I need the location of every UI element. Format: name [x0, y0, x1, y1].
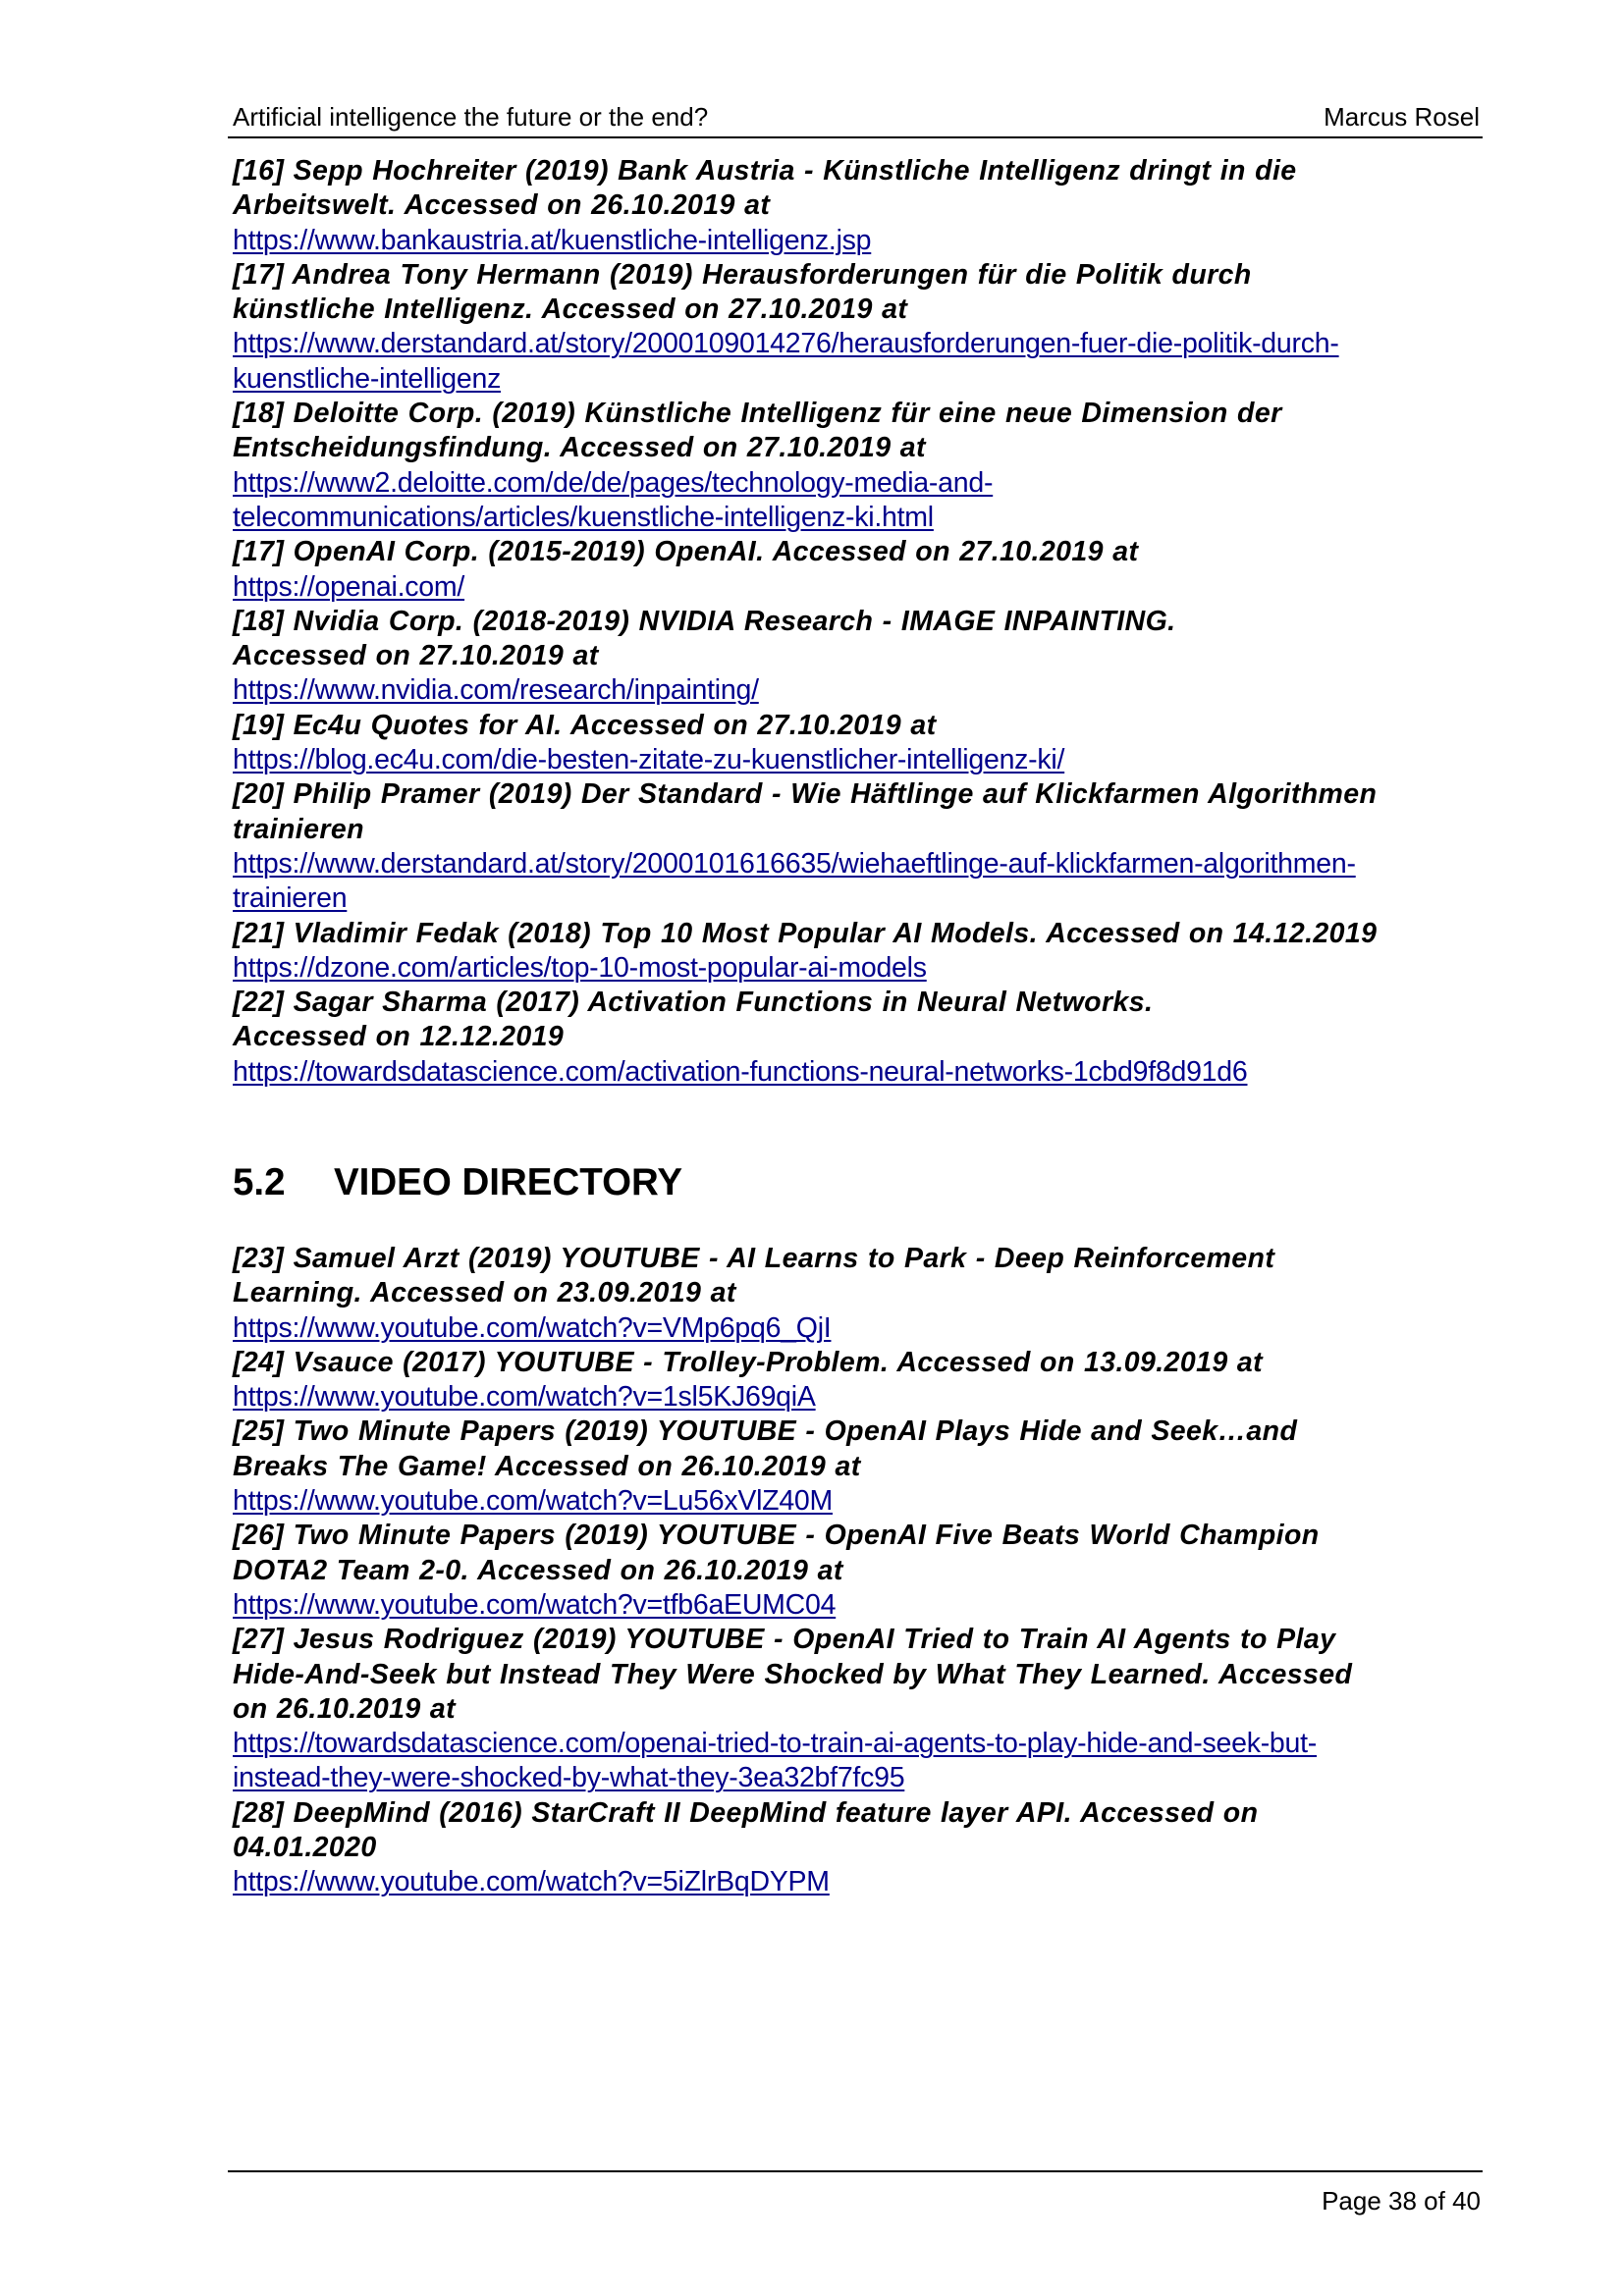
reference-citation-line: Hide-And-Seek but Instead They Were Shocked by What They Learned. Accessed — [233, 1658, 1353, 1690]
reference-link[interactable]: https://www.youtube.com/watch?v=Lu56xVlZ40M — [233, 1485, 834, 1518]
reference-entry — [233, 605, 1509, 709]
reference-entry — [233, 1415, 1509, 1519]
header-divider — [228, 136, 1483, 138]
reference-citation-line: [27] Jesus Rodriguez (2019) YOUTUBE - OpenAI Tried to Train AI Agents to Play — [233, 1624, 1336, 1656]
reference-entry — [233, 1796, 1509, 1900]
reference-link[interactable]: https://towardsdatascience.com/activation-functions-neural-networks-1cbd9f8d91d6 — [233, 1055, 1248, 1088]
video-reference-list — [233, 1242, 1509, 1900]
reference-entry — [233, 1346, 1509, 1415]
reference-citation-line: [26] Two Minute Papers (2019) YOUTUBE - OpenAI Five Beats World Champion — [233, 1520, 1320, 1552]
section-number: 5.2 — [233, 1161, 286, 1203]
reference-link[interactable]: https://www2.deloitte.com/de/de/pages/technology-media-and- — [233, 466, 994, 499]
reference-citation-line: Breaks The Game! Accessed on 26.10.2019 at — [233, 1450, 861, 1482]
reference-citation-line: 04.01.2020 — [233, 1832, 377, 1864]
reference-citation-line: [23] Samuel Arzt (2019) YOUTUBE - AI Learns to Park - Deep Reinforcement — [233, 1243, 1275, 1274]
reference-link[interactable]: https://openai.com/ — [233, 570, 465, 603]
reference-link[interactable]: https://blog.ec4u.com/die-besten-zitate-zu-kuenstlicher-intelligenz-ki/ — [233, 744, 1065, 776]
reference-entry — [233, 154, 1509, 258]
reference-citation-line: DOTA2 Team 2-0. Accessed on 26.10.2019 at — [233, 1554, 843, 1586]
reference-link[interactable]: https://www.youtube.com/watch?v=tfb6aEUMC04 — [233, 1588, 837, 1621]
reference-link[interactable]: https://dzone.com/articles/top-10-most-popular-ai-models — [233, 951, 927, 984]
footer-divider — [228, 2170, 1483, 2172]
reference-link[interactable]: https://www.bankaustria.at/kuenstliche-intelligenz.jsp — [233, 224, 872, 256]
reference-citation-line: [18] Deloitte Corp. (2019) Künstliche Intelligenz für eine neue Dimension der — [233, 398, 1282, 430]
reference-citation-line: [21] Vladimir Fedak (2018) Top 10 Most Popular AI Models. Accessed on 14.12.2019 — [233, 917, 1378, 949]
reference-link[interactable]: https://www.youtube.com/watch?v=VMp6pq6_QjI — [233, 1311, 832, 1344]
reference-citation-line: [22] Sagar Sharma (2017) Activation Functions in Neural Networks. — [233, 987, 1154, 1019]
reference-link[interactable]: https://www.youtube.com/watch?v=1sl5KJ69qiA — [233, 1381, 816, 1414]
reference-entry — [233, 1519, 1509, 1623]
reference-citation-line: künstliche Intelligenz. Accessed on 27.10.2019 at — [233, 294, 908, 326]
reference-link[interactable]: https://www.nvidia.com/research/inpainting/ — [233, 674, 759, 707]
reference-citation-line: [25] Two Minute Papers (2019) YOUTUBE - OpenAI Plays Hide and Seek…and — [233, 1415, 1298, 1448]
page-number: Page 38 of 40 — [1322, 2186, 1481, 2216]
reference-citation-line: Accessed on 12.12.2019 — [233, 1021, 565, 1053]
reference-entry — [233, 777, 1509, 916]
author-name: Marcus Rosel — [1324, 102, 1480, 132]
reference-citation-line: [17] OpenAI Corp. (2015-2019) OpenAI. Accessed on 27.10.2019 at — [233, 536, 1139, 568]
reference-entry — [233, 1623, 1509, 1795]
reference-citation-line: [17] Andrea Tony Hermann (2019) Herausforderungen für die Politik durch — [233, 258, 1252, 291]
reference-entry — [233, 709, 1509, 778]
reference-entry — [233, 1242, 1509, 1346]
reference-link[interactable]: kuenstliche-intelligenz — [233, 362, 502, 395]
reference-citation-line: [20] Philip Pramer (2019) Der Standard - Wie Häftlinge auf Klickfarmen Algorithmen — [233, 778, 1378, 811]
reference-link[interactable]: https://www.youtube.com/watch?v=5iZlrBqDYPM — [233, 1866, 830, 1898]
reference-citation-line: Learning. Accessed on 23.09.2019 at — [233, 1277, 736, 1309]
reference-link[interactable]: https://towardsdatascience.com/openai-tried-to-train-ai-agents-to-play-hide-and-seek-but- — [233, 1728, 1318, 1760]
reference-entry — [233, 535, 1509, 605]
reference-link[interactable]: https://www.derstandard.at/story/2000109014276/herausforderungen-fuer-die-politik-durch- — [233, 328, 1339, 360]
reference-entry — [233, 397, 1509, 535]
reference-citation-line: [28] DeepMind (2016) StarCraft II DeepMind feature layer API. Accessed on — [233, 1796, 1259, 1829]
document-title: Artificial intelligence the future or the end? — [233, 102, 709, 132]
reference-citation-line: [16] Sepp Hochreiter (2019) Bank Austria - Künstliche Intelligenz dringt in die — [233, 155, 1297, 187]
reference-link[interactable]: https://www.derstandard.at/story/2000101616635/wiehaeftlinge-auf-klickfarmen-algorithmen- — [233, 847, 1356, 880]
reference-citation-line: trainieren — [233, 813, 364, 845]
reference-citation-line: Accessed on 27.10.2019 at — [233, 640, 599, 672]
running-header — [233, 98, 1480, 135]
reference-citation-line: on 26.10.2019 at — [233, 1692, 457, 1725]
reference-entry — [233, 986, 1509, 1090]
section-title: VIDEO DIRECTORY — [334, 1161, 683, 1203]
reference-citation-line: [24] Vsauce (2017) YOUTUBE - Trolley-Problem. Accessed on 13.09.2019 at — [233, 1346, 1264, 1378]
reference-link[interactable]: instead-they-were-shocked-by-what-they-3ea32bf7fc95 — [233, 1762, 905, 1794]
reference-link[interactable]: telecommunications/articles/kuenstliche-intelligenz-ki.html — [233, 501, 934, 533]
reference-citation-line: Arbeitswelt. Accessed on 26.10.2019 at — [233, 189, 771, 222]
reference-citation-line: [18] Nvidia Corp. (2018-2019) NVIDIA Research - IMAGE INPAINTING. — [233, 605, 1176, 637]
reference-entry — [233, 917, 1509, 987]
reference-citation-line: [19] Ec4u Quotes for AI. Accessed on 27.10.2019 at — [233, 709, 937, 741]
reference-entry — [233, 258, 1509, 397]
reference-list — [233, 154, 1509, 1090]
reference-link[interactable]: trainieren — [233, 882, 348, 915]
reference-citation-line: Entscheidungsfindung. Accessed on 27.10.2019 at — [233, 432, 926, 464]
